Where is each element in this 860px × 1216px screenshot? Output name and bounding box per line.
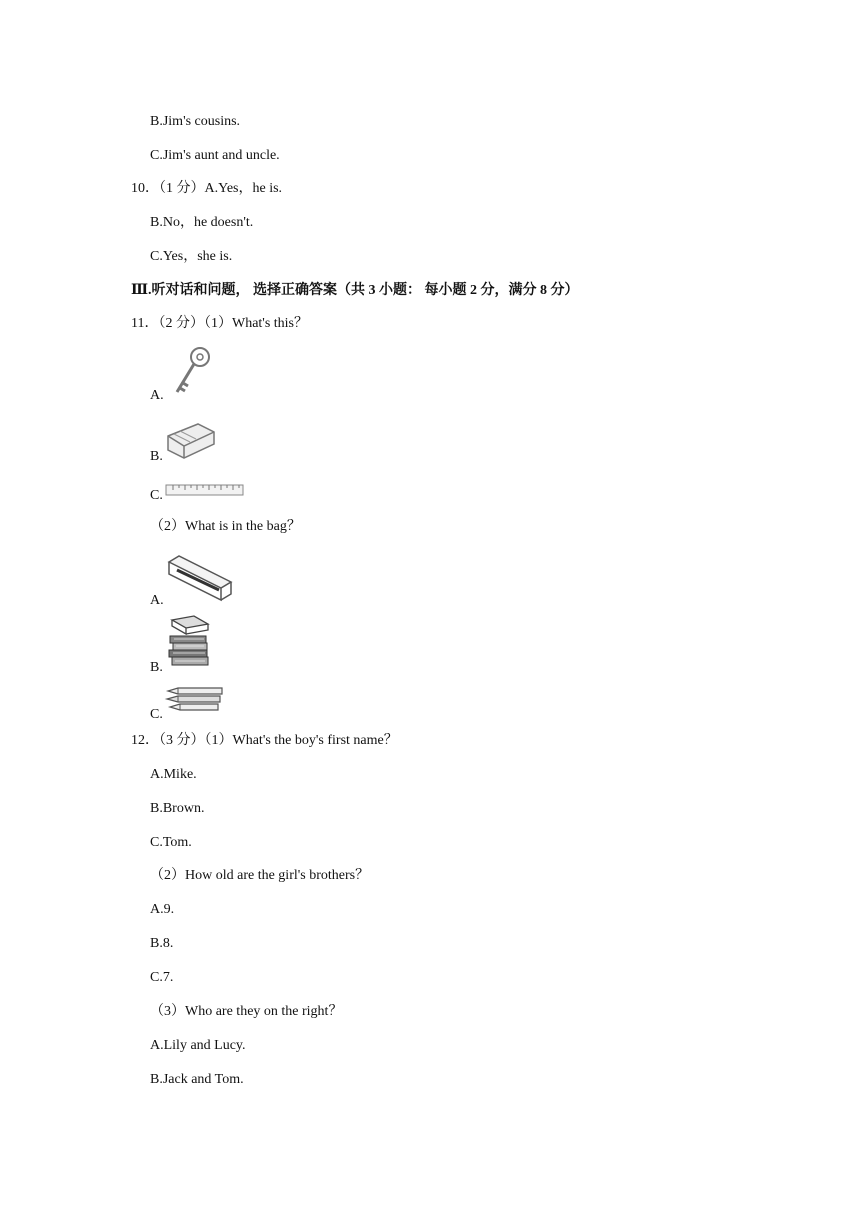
q12-2-option-b: B.8.	[150, 936, 174, 951]
pencils-icon	[164, 680, 226, 718]
books-icon	[164, 612, 214, 670]
q9-option-b: B.Jim's cousins.	[150, 114, 241, 129]
q11-2-stem: （2）What is in the bag？	[150, 519, 301, 534]
key-icon	[164, 344, 214, 396]
q11-2-option-c-label: C.	[150, 707, 163, 722]
ruler-icon	[165, 482, 245, 498]
q12-3-option-b: B.Jack and Tom.	[150, 1072, 244, 1087]
q11-1-option-c-label: C.	[150, 488, 163, 503]
q11-stem: 11．（2 分）（1）What's this？	[131, 316, 308, 331]
q12-2-stem: （2）How old are the girl's brothers？	[150, 868, 370, 883]
q12-stem: 12．（3 分）（1）What's the boy's first name？	[131, 733, 398, 748]
q10-option-b: B.No，he doesn't.	[150, 215, 254, 230]
q10-stem: 10．（1 分）A.Yes，he is.	[131, 181, 283, 196]
q12-3-stem: （3）Who are they on the right？	[150, 1004, 343, 1019]
q12-1-option-c: C.Tom.	[150, 835, 192, 850]
q11-1-option-b-label: B.	[150, 449, 163, 464]
q12-2-option-c: C.7.	[150, 970, 174, 985]
q11-2-option-a-label: A.	[150, 593, 164, 608]
q11-1-option-a-label: A.	[150, 388, 164, 403]
q10-option-c: C.Yes，she is.	[150, 249, 233, 264]
q12-1-option-b: B.Brown.	[150, 801, 205, 816]
q12-3-option-a: A.Lily and Lucy.	[150, 1038, 246, 1053]
section-3-heading: Ⅲ.听对话和问题， 选择正确答案（共 3 小题： 每小题 2 分，满分 8 分）	[131, 283, 579, 298]
pencil-case-icon	[163, 552, 235, 604]
eraser-icon	[164, 418, 218, 462]
q9-option-c: C.Jim's aunt and uncle.	[150, 148, 280, 163]
q12-1-option-a: A.Mike.	[150, 767, 197, 782]
q12-2-option-a: A.9.	[150, 902, 175, 917]
q11-2-option-b-label: B.	[150, 660, 163, 675]
